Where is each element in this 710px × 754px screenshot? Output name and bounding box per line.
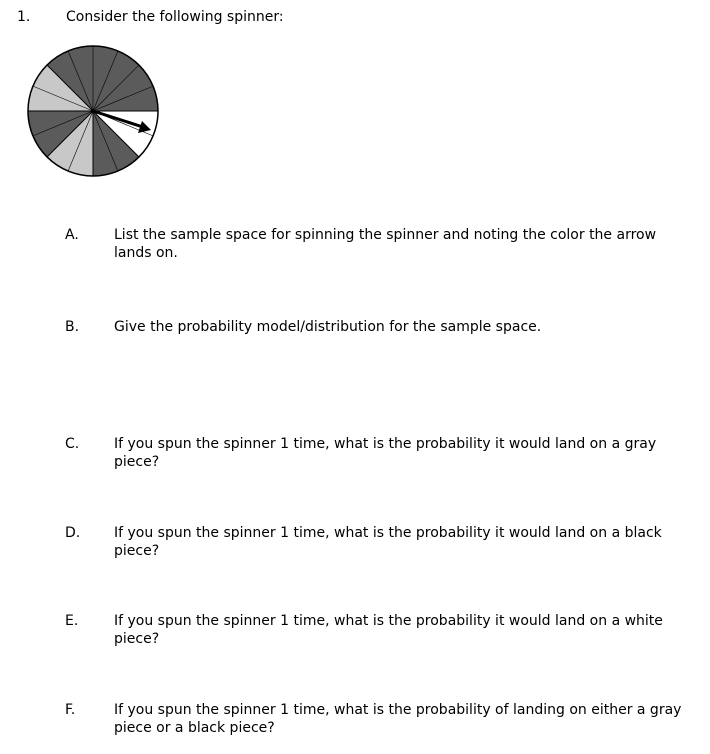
question-letter: A.: [65, 227, 79, 243]
problem-number: 1.: [17, 9, 31, 25]
question-letter: E.: [65, 613, 79, 629]
question-text: If you spun the spinner 1 time, what is the probability it would land on a gray piece?: [114, 436, 657, 470]
question-letter: C.: [65, 436, 80, 452]
question-text: List the sample space for spinning the spinner and noting the color the arrow lands on.: [114, 227, 657, 261]
question-text: Give the probability model/distribution for the sample space.: [114, 319, 542, 335]
question-letter: F.: [65, 702, 76, 718]
question-text: If you spun the spinner 1 time, what is the probability of landing on either a gray piece or a black piece?: [114, 702, 682, 736]
question-text: If you spun the spinner 1 time, what is the probability it would land on a black piece?: [114, 525, 662, 559]
question-letter: D.: [65, 525, 81, 541]
question-letter: B.: [65, 319, 80, 335]
question-text: If you spun the spinner 1 time, what is the probability it would land on a white piece?: [114, 613, 663, 647]
problem-intro: Consider the following spinner:: [66, 9, 284, 25]
spinner-figure: [25, 43, 161, 179]
